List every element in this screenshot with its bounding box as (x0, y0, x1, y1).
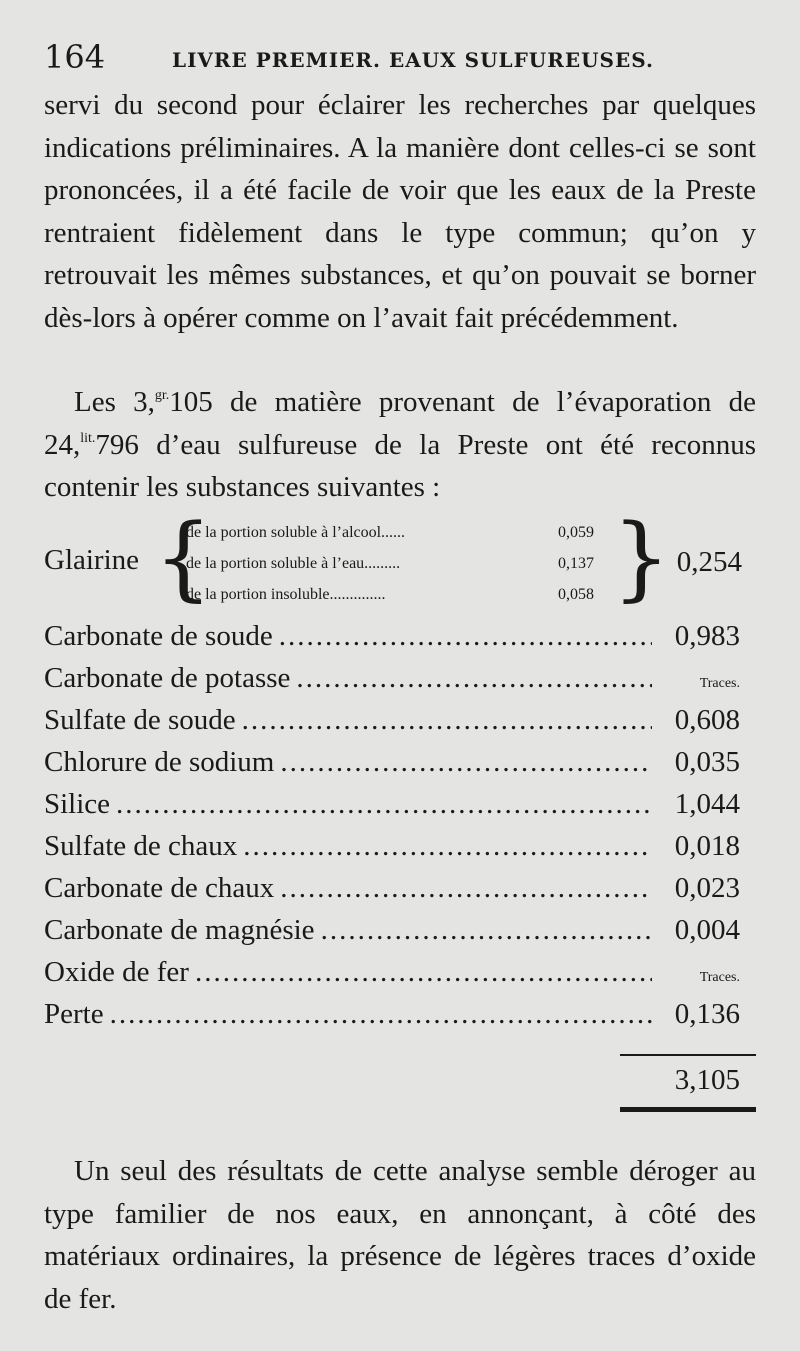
intro-text-2: 105 de matière provenant de l’évaporation de 24, (44, 386, 756, 461)
sum-rule (620, 1054, 756, 1056)
leader-dots (243, 830, 652, 863)
leader-dots (116, 788, 652, 821)
table-row (44, 620, 740, 662)
substance-name: Carbonate de potasse (44, 662, 291, 694)
running-head: LIVRE PREMIER. EAUX SULFUREUSES. (172, 48, 654, 72)
substance-value: 0,004 (674, 914, 740, 946)
substance-name: Carbonate de chaux (44, 872, 275, 904)
substance-name: Sulfate de chaux (44, 830, 238, 862)
leader-dots (195, 956, 652, 989)
substance-name: Chlorure de sodium (44, 746, 275, 778)
table-row (44, 956, 740, 998)
substance-value: Traces. (699, 676, 740, 691)
substance-name: Carbonate de soude (44, 620, 273, 652)
grand-total: 3,105 (674, 1064, 740, 1096)
substance-value: 0,018 (674, 830, 740, 862)
right-brace: } (612, 504, 671, 611)
substances-table (44, 620, 740, 1040)
glairine-part-value: 0,137 (558, 555, 594, 572)
table-row (44, 662, 740, 704)
substance-name: Carbonate de magnésie (44, 914, 315, 946)
substance-name: Oxide de fer (44, 956, 189, 988)
glairine-group (44, 504, 756, 616)
glairine-part-label: de la portion soluble à l’alcool...... (186, 524, 406, 541)
glairine-part (186, 555, 626, 578)
table-row (44, 788, 740, 830)
glairine-part (186, 524, 626, 547)
paragraph-analysis-intro (44, 381, 756, 509)
glairine-part-label: de la portion insoluble.............. (186, 586, 386, 603)
left-brace: { (154, 504, 213, 611)
table-row (44, 704, 740, 746)
leader-dots (242, 704, 652, 737)
table-row (44, 998, 740, 1040)
paragraph-conclusion: Un seul des résultats de cette analyse semble déroger au type familier de nos eaux, en annonçant, à côté des matériaux ordinaires, la présence de légères traces d’oxide de fer. (44, 1155, 756, 1315)
unit-liters: lit. (80, 430, 96, 446)
paragraph-continuation: servi du second pour éclairer les recherches par quelques indications préliminaires. A la manière dont celles-ci se sont prononcées, il a été facile de voir que les eaux de la Preste rentraient fidèlement dans le type commun; qu’on y retrouvait les mêmes substances, et qu’on pouvait se borner dès-lors à opérer comme on l’avait fait précédemment. (44, 89, 756, 334)
substance-value: 1,044 (674, 788, 740, 820)
table-row (44, 830, 740, 872)
substance-name: Silice (44, 788, 111, 820)
substance-value: 0,023 (674, 872, 740, 904)
substance-value: Traces. (699, 970, 740, 985)
glairine-part-value: 0,058 (558, 586, 594, 603)
leader-dots (280, 746, 652, 779)
intro-text-1: Les 3, (74, 386, 155, 418)
glairine-part-label: de la portion soluble à l’eau......... (186, 555, 401, 572)
glairine-part-value: 0,059 (558, 524, 594, 541)
leader-dots (110, 998, 652, 1031)
table-row (44, 914, 740, 956)
unit-grams: gr. (154, 388, 170, 403)
leader-dots (296, 662, 652, 695)
total-double-rule (620, 1107, 756, 1112)
substance-value: 0,035 (674, 746, 740, 778)
leader-dots (279, 620, 652, 653)
substance-value: 0,983 (674, 620, 740, 652)
substance-name: Sulfate de soude (44, 704, 236, 736)
leader-dots (321, 914, 652, 947)
substance-value: 0,608 (674, 704, 740, 736)
glairine-part (186, 586, 626, 609)
intro-text-3: 796 d’eau sulfureuse de la Preste ont été reconnus contenir les substances suivantes : (44, 428, 756, 503)
table-row (44, 872, 740, 914)
page-header (44, 38, 754, 78)
page-number: 164 (44, 38, 106, 76)
substance-value: 0,136 (674, 998, 740, 1030)
leader-dots (280, 872, 652, 905)
table-row (44, 746, 740, 788)
glairine-total: 0,254 (676, 546, 742, 578)
glairine-label: Glairine (44, 544, 140, 576)
substance-name: Perte (44, 998, 104, 1030)
